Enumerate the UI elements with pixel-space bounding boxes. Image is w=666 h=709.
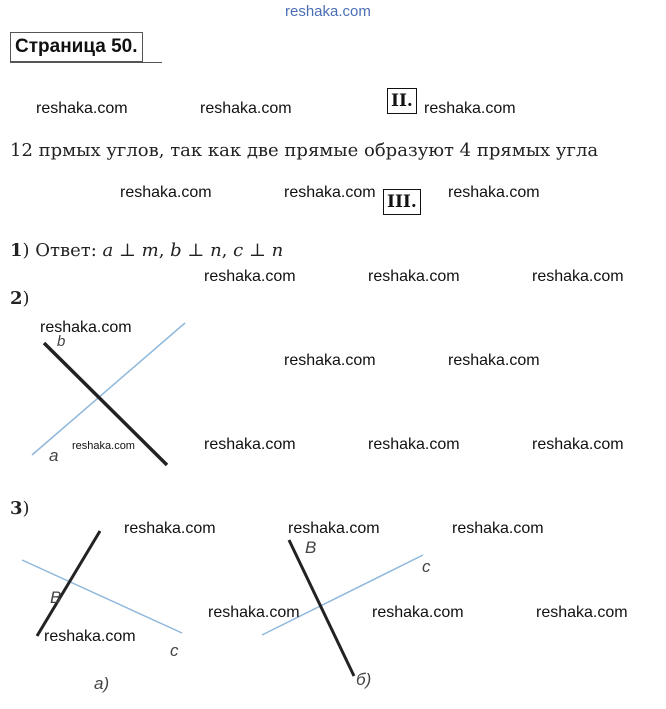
item-2-number: 2)	[10, 288, 30, 309]
perp-symbol: ⊥	[113, 240, 142, 261]
top-watermark[interactable]: reshaka.com	[285, 3, 371, 20]
watermark: reshaka.com	[44, 628, 136, 645]
fig3b-caption: б)	[356, 670, 372, 689]
separator: ,	[221, 240, 234, 261]
watermark: reshaka.com	[120, 184, 212, 201]
watermark: reshaka.com	[452, 520, 544, 537]
watermark: reshaka.com	[204, 436, 296, 453]
fig3a-caption: а)	[94, 674, 110, 693]
fig2-label-a: a	[49, 446, 59, 465]
watermark: reshaka.com	[532, 268, 624, 285]
section-2-text: 12 прмых углов, так как две прямые образуют 4 прямых угла	[10, 140, 599, 161]
item-1-number: 1	[10, 240, 23, 261]
section-label-II: II.	[387, 88, 417, 114]
fig3a-label-b: B	[50, 588, 62, 607]
watermark: reshaka.com	[72, 440, 135, 452]
var-a: a	[102, 240, 114, 261]
var-m: m	[141, 240, 159, 261]
watermark: reshaka.com	[40, 319, 132, 336]
watermark: reshaka.com	[200, 100, 292, 117]
section-label-III: III.	[383, 189, 421, 215]
watermark: reshaka.com	[124, 520, 216, 537]
watermark: reshaka.com	[208, 604, 300, 621]
fig3b-label-c: c	[422, 557, 431, 576]
watermark: reshaka.com	[288, 520, 380, 537]
fig2-label-b: b	[57, 333, 66, 350]
var-b: b	[170, 240, 182, 261]
watermark: reshaka.com	[36, 100, 128, 117]
watermark: reshaka.com	[424, 100, 516, 117]
var-c: c	[233, 240, 244, 261]
perp-symbol: ⊥	[243, 240, 272, 261]
fig2-line-a	[32, 323, 185, 455]
fig3b-label-b: B	[305, 538, 317, 557]
perp-symbol: ⊥	[181, 240, 211, 261]
var-n: n	[210, 240, 222, 261]
watermark: reshaka.com	[448, 352, 540, 369]
page-title: Страница 50.	[10, 32, 143, 62]
var-n: n	[271, 240, 284, 261]
watermark: reshaka.com	[368, 436, 460, 453]
watermark: reshaka.com	[204, 268, 296, 285]
watermark: reshaka.com	[368, 268, 460, 285]
item-3-number: 3)	[10, 498, 30, 519]
watermark: reshaka.com	[532, 436, 624, 453]
item-1-prefix: ) Ответ:	[22, 240, 103, 261]
watermark: reshaka.com	[284, 352, 376, 369]
watermark: reshaka.com	[536, 604, 628, 621]
watermark: reshaka.com	[448, 184, 540, 201]
watermark: reshaka.com	[284, 184, 376, 201]
fig3a-line-b	[37, 531, 100, 636]
fig3b-line-c	[262, 555, 423, 635]
separator: ,	[158, 240, 171, 261]
fig3a-label-c: c	[170, 641, 179, 660]
watermark: reshaka.com	[372, 604, 464, 621]
